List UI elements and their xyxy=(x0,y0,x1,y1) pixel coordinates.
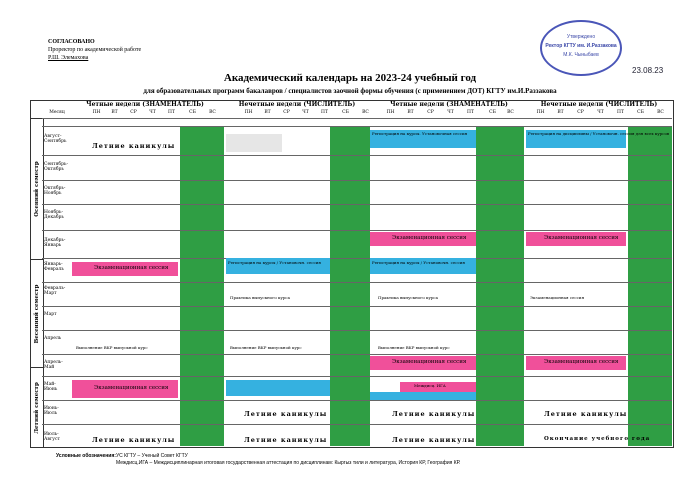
approve-title: СОГЛАСОВАНО xyxy=(48,39,95,45)
month-label: Январь-Февраль xyxy=(44,262,64,272)
month-label: Март xyxy=(44,312,57,317)
semester-summer: Летний семестр xyxy=(30,367,44,448)
month-label: Декабрь-Январь xyxy=(44,238,66,248)
weekend-column-3 xyxy=(476,126,524,446)
month-label: Май-Июнь xyxy=(44,382,58,392)
period-header-3: Четные недели (ЗНАМЕНАТЕЛЬ) xyxy=(390,101,508,108)
vacation-label: Летние каникулы xyxy=(92,142,176,150)
exam-session-block: Экзаменационная сессия xyxy=(526,356,626,370)
month-label: Сентябрь-Октябрь xyxy=(44,162,68,172)
period-header-4: Нечетные недели (ЧИСЛИТЕЛЬ) xyxy=(540,101,658,108)
legend-item: УС КГТУ – Ученый Совет КГТУ xyxy=(116,453,188,459)
vacation-label: Летние каникулы xyxy=(244,436,328,444)
exam-session-block: Экзаменационная сессия xyxy=(370,232,476,246)
day-header-row: Месяц ПН ВТ СР ЧТ ПТ СБ ВС ПН ВТ СР ЧТ ПТ СБ ВС ПН ВТ СР ЧТ ПТ СБ ВС ПН ВТ СР ЧТ ПТ СБ ВС xyxy=(49,110,664,115)
vacation-label: Летние каникулы xyxy=(244,410,328,418)
vkr-label: Выполнение ВКР выпускной курс xyxy=(230,345,302,350)
month-label: Июнь-Июль xyxy=(44,406,59,416)
month-label: Апрель xyxy=(44,336,62,341)
weekend-column-2 xyxy=(330,126,370,446)
month-label: Октябрь-Ноябрь xyxy=(44,186,66,196)
month-label: Апрель-Май xyxy=(44,360,63,370)
month-label: Июль-Август xyxy=(44,432,60,442)
vacation-label: Летние каникулы xyxy=(392,410,476,418)
exam-session-block: Экзаменационная сессия xyxy=(370,356,476,370)
approve-name: Р.Ш. Элемахова xyxy=(48,55,89,61)
end-of-year-label: Окончание учебного года xyxy=(544,436,651,442)
vkr-label: Выполнение ВКР выпускной курс xyxy=(76,345,148,350)
semester-spring: Весенний семестр xyxy=(30,259,44,368)
period-header-2: Нечетные недели (ЧИСЛИТЕЛЬ) xyxy=(238,101,356,108)
registration-block: Регистрация на курсы / Установочн. сессия xyxy=(370,258,476,274)
month-label: Февраль-Март xyxy=(44,286,66,296)
period-header-1: Четные недели (ЗНАМЕНАТЕЛЬ) xyxy=(86,101,204,108)
registration-block: Регистрация на дисциплины / Установочн. сессия для всех курсов xyxy=(526,130,626,148)
page-title: Академический календарь на 2023-24 учебный год xyxy=(223,72,477,84)
practice-label: Практика выпускного курса xyxy=(378,295,439,300)
month-label: Ноябрь-Декабрь xyxy=(44,210,64,220)
vacation-label: Летние каникулы xyxy=(544,410,628,418)
registration-block: Регистрация на курсы / Установочн. сессия xyxy=(226,258,330,274)
semester-autumn: Осенний семестр xyxy=(30,118,44,260)
vacation-block xyxy=(226,134,282,152)
legend-title: Условные обозначения: xyxy=(56,453,116,459)
legend-item: Междисц.ИГА – Междисциплинарная итоговая государственная аттестация по дисциплинам: Кыргыз тили и литература, История КР, География КР. xyxy=(116,460,461,466)
approve-date: 23.08.23 xyxy=(632,66,664,75)
approve-role: Проректор по академической работе xyxy=(48,47,142,53)
vkr-label: Выполнение ВКР выпускной курс xyxy=(378,345,450,350)
exam-session-block: Экзаменационная сессия xyxy=(72,262,178,276)
exam-session-block: Экзаменационная сессия xyxy=(526,232,626,246)
month-label: Август-Сентябрь xyxy=(44,134,67,144)
registration-block xyxy=(370,392,476,400)
exam-label: Экзаменационная сессия xyxy=(530,295,585,300)
page-subtitle: для образовательных программ бакалавров / специалистов заочной формы обучения (с применением ДОТ) КГТУ им.И.Раззакова xyxy=(143,87,557,95)
registration-block: Регистрация на курсы. Установочная сессия xyxy=(370,130,476,148)
state-exam-block: Междисц. ИГА xyxy=(400,382,476,392)
weekend-column-4 xyxy=(628,126,672,446)
exam-session-block: Экзаменационная сессия xyxy=(72,380,178,398)
vacation-label: Летние каникулы xyxy=(92,436,176,444)
vacation-label: Летние каникулы xyxy=(392,436,476,444)
practice-label: Практика выпускного курса xyxy=(230,295,291,300)
registration-block xyxy=(226,380,330,396)
weekend-column-1 xyxy=(180,126,224,446)
approval-stamp: Утверждено Ректор КГТУ им. И.Раззакова М.К. Чыныбаев xyxy=(540,20,622,76)
